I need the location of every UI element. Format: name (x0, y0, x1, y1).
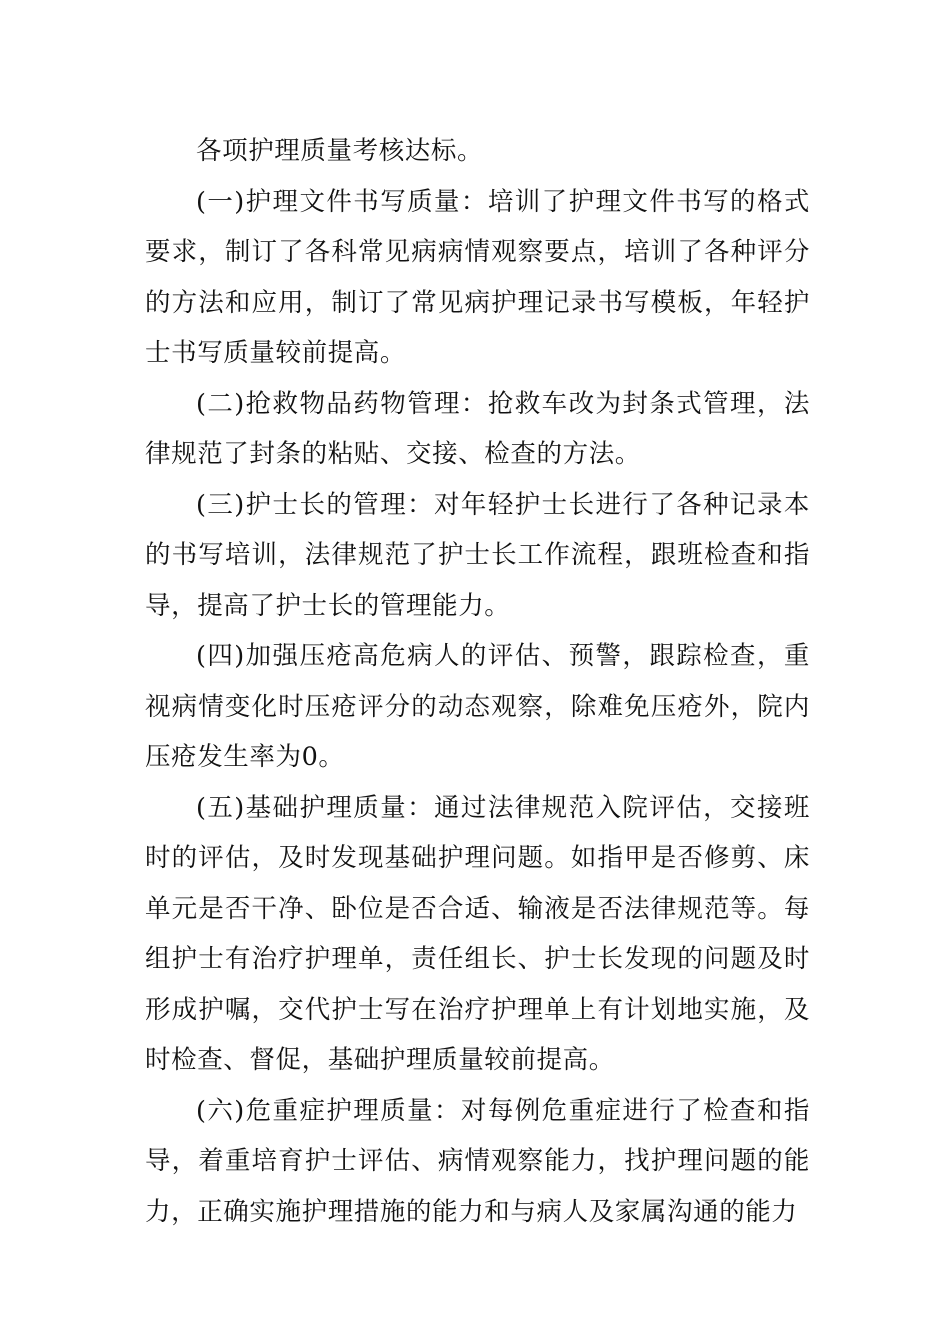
paragraph-2-rescue-supplies: (二)抢救物品药物管理：抢救车改为封条式管理，法律规范了封条的粘贴、交接、检查的方法。 (145, 388, 810, 469)
paragraph-3-head-nurse-management: (三)护士长的管理：对年轻护士长进行了各种记录本的书写培训，法律规范了护士长工作流程，跟班检查和指导，提高了护士长的管理能力。 (145, 489, 810, 621)
paragraph-6-critical-care: (六)危重症护理质量：对每例危重症进行了检查和指导，着重培育护士评估、病情观察能力，找护理问题的能力，正确实施护理措施的能力和与病人及家属沟通的能力 (145, 1095, 810, 1227)
paragraph-5-basic-nursing: (五)基础护理质量：通过法律规范入院评估，交接班时的评估，及时发现基础护理问题。如指甲是否修剪、床单元是否干净、卧位是否合适、输液是否法律规范等。每组护士有治疗护理单，责任组长、护士长发现的问题及时形成护嘱，交代护士写在治疗护理单上有计划地实施，及时检查、督促，基础护理质量较前提高。 (145, 792, 810, 1075)
paragraph-intro: 各项护理质量考核达标。 (196, 136, 484, 166)
document-body (145, 126, 810, 1237)
paragraph-4-pressure-ulcer: (四)加强压疮高危病人的评估、预警，跟踪检查，重视病情变化时压疮评分的动态观察，除难免压疮外，院内压疮发生率为0。 (145, 641, 810, 772)
paragraph-1-nursing-documents: (一)护理文件书写质量：培训了护理文件书写的格式要求，制订了各科常见病病情观察要点，培训了各种评分的方法和应用，制订了常见病护理记录书写模板，年轻护士书写质量较前提高。 (145, 186, 810, 368)
